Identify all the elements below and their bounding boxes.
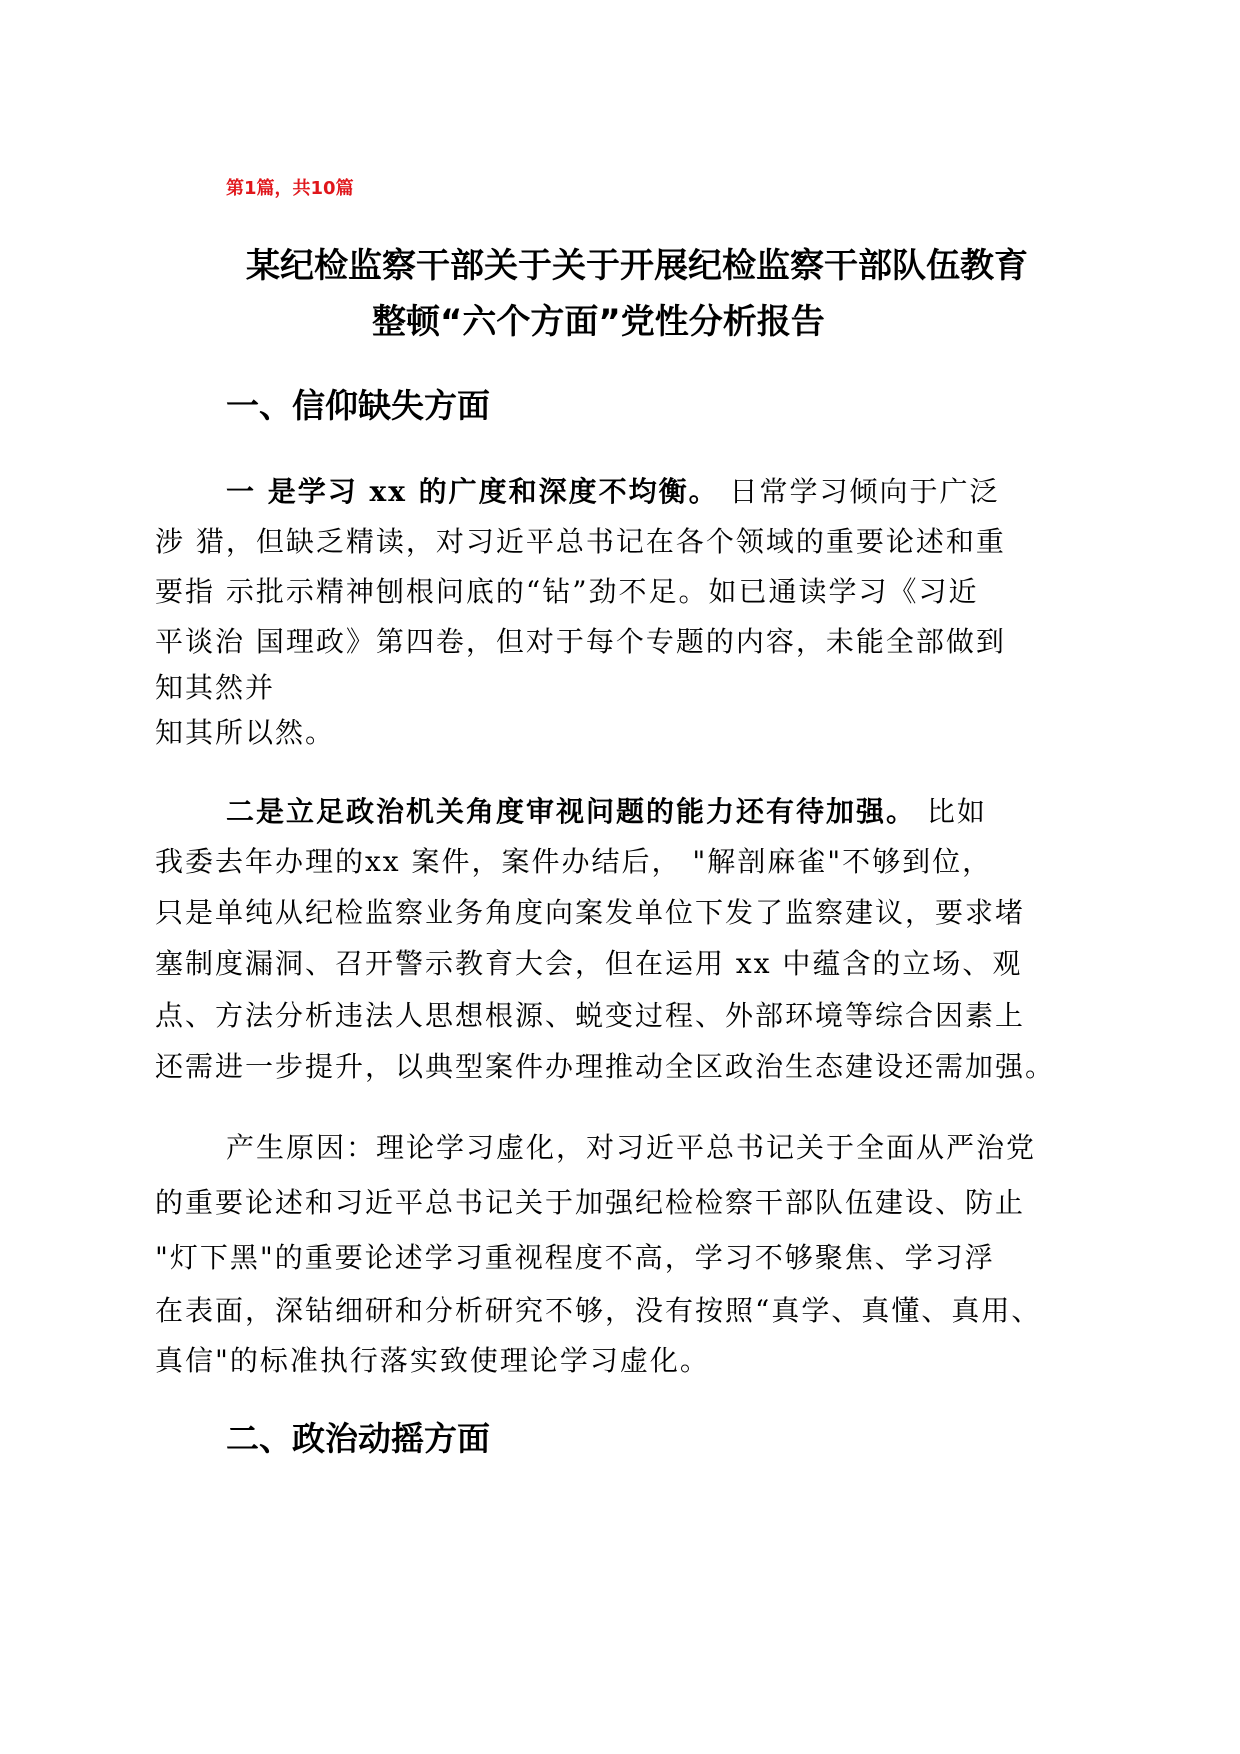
paragraph-3-line: 真信"的标准执行落实致使理论学习虚化。 <box>155 1344 710 1377</box>
document-title-line-1: 某纪检监察干部关于关于开展纪检监察干部队伍教育 <box>246 246 1028 286</box>
paragraph-1-line: 涉 猎，但缺乏精读，对习近平总书记在各个领域的重要论述和重 <box>155 525 1006 558</box>
paragraph-1-first-line <box>226 470 1000 510</box>
paragraph-1-line: 平谈治 国理政》第四卷，但对于每个专题的内容，未能全部做到 <box>155 625 1006 658</box>
document-title-line-2: 整顿“六个方面”党性分析报告 <box>372 302 825 342</box>
paragraph-2-lead-tail: 比如 <box>916 795 987 828</box>
paragraph-1-line: 知其所以然。 <box>155 716 336 749</box>
paragraph-3-line: 的重要论述和习近平总书记关于加强纪检检察干部队伍建设、防止 <box>155 1186 1026 1219</box>
paragraph-2-first-line <box>226 790 987 830</box>
paragraph-2-lead: 二是立足政治机关角度审视问题的能力还有待加强。 <box>226 795 917 828</box>
paragraph-1-line: 知其然并 <box>155 671 276 704</box>
paragraph-2-line: 只是单纯从纪检监察业务角度向案发单位下发了监察建议，要求堵 <box>155 896 1026 929</box>
paragraph-2-line: 点、方法分析违法人思想根源、蜕变过程、外部环境等综合因素上 <box>155 999 1026 1032</box>
paragraph-3-first-line: 产生原因：理论学习虚化，对习近平总书记关于全面从严治党 <box>226 1131 1037 1164</box>
paragraph-3-line: 在表面，深钻细研和分析研究不够，没有按照“真学、真懂、真用、 <box>155 1294 1042 1327</box>
paragraph-2-line: 塞制度漏洞、召开警示教育大会，但在运用 xx 中蕴含的立场、观 <box>155 947 1023 980</box>
paragraph-1-lead: 一 是学习 xx 的广度和深度不均衡。 <box>226 475 719 508</box>
paragraph-1-lead-tail: 日常学习倾向于广泛 <box>718 475 1000 508</box>
section-heading-1: 一、信仰缺失方面 <box>226 386 490 425</box>
paragraph-1-line: 要指 示批示精神刨根问底的“钻”劲不足。如已通读学习《习近 <box>155 575 979 608</box>
section-heading-2: 二、政治动摇方面 <box>226 1419 490 1458</box>
document-counter: 第1篇，共10篇 <box>226 178 354 199</box>
paragraph-2-line: 还需进一步提升，以典型案件办理推动全区政治生态建设还需加强。 <box>155 1050 1056 1083</box>
paragraph-2-line: 我委去年办理的xx 案件，案件办结后， "解剖麻雀"不够到位， <box>155 845 993 878</box>
paragraph-3-line: "灯下黑"的重要论述学习重视程度不高，学习不够聚焦、学习浮 <box>155 1241 995 1274</box>
